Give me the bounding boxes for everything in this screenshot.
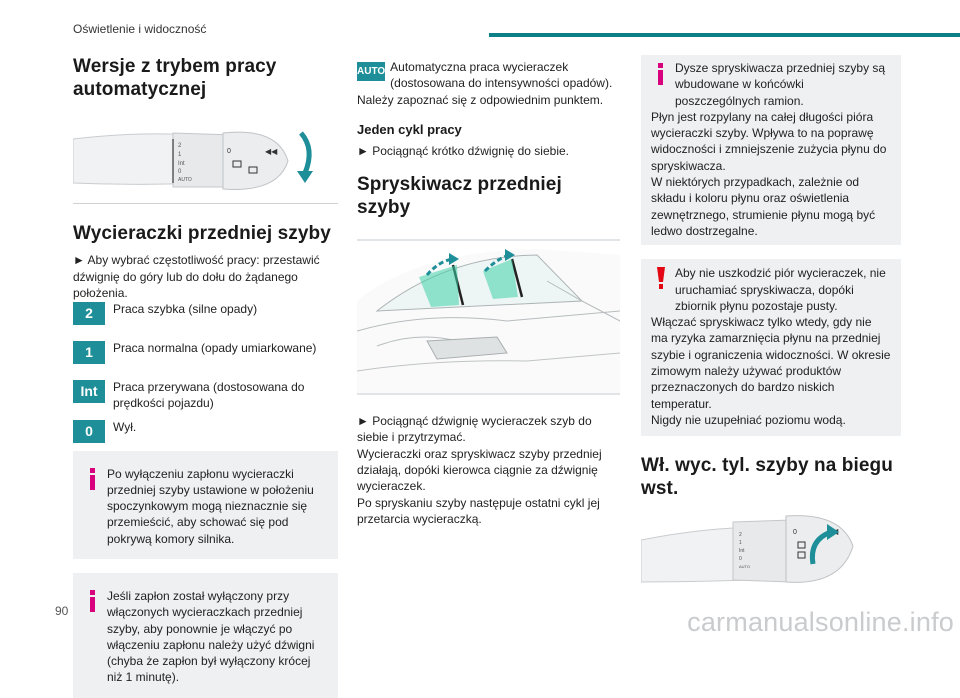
divider [357,393,620,395]
windscreen-illustration [357,241,620,393]
warning-text: Aby nie uszkodzić piór wycieraczek, nie uruchamiać spryskiwacza, dopóki zbiornik płynu pozostaje pusty. [675,266,886,313]
column-left [73,55,338,698]
lever-off-label: 0 [227,148,231,155]
heading-auto-versions: Wersje z trybem pracy automatycznej [73,56,277,100]
mode-item-off [73,419,338,443]
page-number: 90 [55,604,69,618]
svg-text:◀◀: ◀◀ [265,147,278,156]
mode-label: Praca szybka (silne opady) [113,301,258,316]
info-box-ignition [73,573,338,698]
info-box-nozzles [641,55,901,245]
intro-text: ► Aby wybrać częstotliwość pracy: przestawić dźwignię do góry lub do dołu do żądanego położenia. [73,253,320,300]
info-text: Po wyłączeniu zapłonu wycieraczki przedniej szyby ustawione w położeniu spoczynkowym mogą nieznacznie się przemieścić, aby schować się pod pokrywą komory silnika. [107,466,314,546]
lever-pos-0: 0 [739,556,742,563]
single-wipe-text: ► Pociągnąć krótko dźwignię do siebie. [357,143,569,158]
lever-pos-2: 2 [739,532,742,539]
mode-label: Praca normalna (opady umiarkowane) [113,340,317,355]
divider [73,203,338,204]
lever-pos-auto: AUTO [739,564,751,570]
header-section-title: Oświetlenie i widoczność [73,22,207,36]
mode-label: Wył. [113,419,137,434]
info-icon [85,468,101,490]
lever-pos-2: 2 [178,143,182,149]
warning-text: Nigdy nie uzupełniać poziomu wodą. [651,412,846,427]
washer-text: ► Pociągnąć dźwignię wycieraczek szyb do siebie i przytrzymać. [357,414,592,445]
mode-item-normal [73,340,338,371]
lever-off-label: 0 [793,529,797,537]
warning-text: Włączać spryskiwacz tylko wtedy, gdy nie ma ryzyka zamarznięcia płynu na przedniej szybie i ograniczenia widoczności. W okresie zimowym należy używać produktów przeznaczonych do bardzo niskich temperatur. [651,315,891,411]
heading-front-wipers: Wycieraczki przedniej szyby [73,223,331,244]
watermark: carmanualsonline.info [687,607,954,637]
info-box-park-position [73,451,338,559]
auto-wiper-icon: AUTO [357,62,385,81]
washer-text: Po spryskaniu szyby następuje ostatni cykl jej przetarcia wycieraczką. [357,495,600,526]
info-text: Dysze spryskiwacza przedniej szyby są wbudowane w końcówki poszczególnych ramion. [675,61,886,108]
heading-washer: Spryskiwacz przedniej szyby [357,174,562,219]
mode-label: Praca przerywana (dostosowana do prędkości pojazdu) [113,379,305,410]
heading-single-wipe: Jeden cykl pracy [357,121,462,137]
mode-tile-0: 0 [73,420,105,443]
info-icon [653,63,669,85]
info-text: Płyn jest rozpylany na całej długości pióra wycieraczki szyby. Wpływa to na poprawę widoczności i zmniejszenie zużycia płynu do spryskiwacza. [651,109,887,173]
info-icon [85,590,101,612]
warning-box [641,259,901,436]
info-text: Jeśli zapłon został wyłączony przy włączonych wycieraczkach przedniej szyby, aby ponownie je włączyć po włączeniu zapłonu należy użyć dźwigni (chyba że zapłon był wyłączony krócej niż 1 minutę). [107,588,315,685]
washer-text-block [357,413,620,527]
info-text: W niektórych przypadkach, zależnie od składu i koloru płynu oraz oświetlenia zewnętrznego, strumienie płynu mogą być ledwo dostrzegalne. [651,175,876,238]
warning-icon [653,267,669,289]
lever-pos-int: Int [178,161,185,167]
auto-mode-row [357,62,620,92]
column-right [641,55,901,590]
lever-pos-0: 0 [178,169,182,175]
auto-mode-text: Automatyczna praca wycieraczek (dostosowana do intensywności opadów). [390,60,613,91]
heading-rear-wiper-reverse: Wł. wyc. tyl. szyby na biegu wst. [641,455,893,500]
column-middle [357,62,620,527]
lever-pos-int: Int [739,548,745,555]
header-accent-bar [489,33,960,37]
auto-mode-ref: Należy zapoznać się z odpowiednim punktem. [357,92,604,107]
mode-tile-1: 1 [73,341,105,364]
mode-tile-2: 2 [73,302,105,325]
lever-illustration-1 [73,121,338,201]
lever-pos-auto: AUTO [178,177,192,183]
mode-list [73,301,338,443]
lever-pos-1: 1 [739,540,742,547]
lever-pos-1: 1 [178,152,182,158]
mode-item-intermittent [73,379,338,411]
lever-illustration-2 [641,510,901,590]
mode-tile-int: Int [73,380,105,403]
washer-text: Wycieraczki oraz spryskiwacz szyby przedniej działają, dopóki kierowca ciągnie za dźwignię wycieraczek. [357,446,602,494]
mode-item-fast [73,301,338,332]
